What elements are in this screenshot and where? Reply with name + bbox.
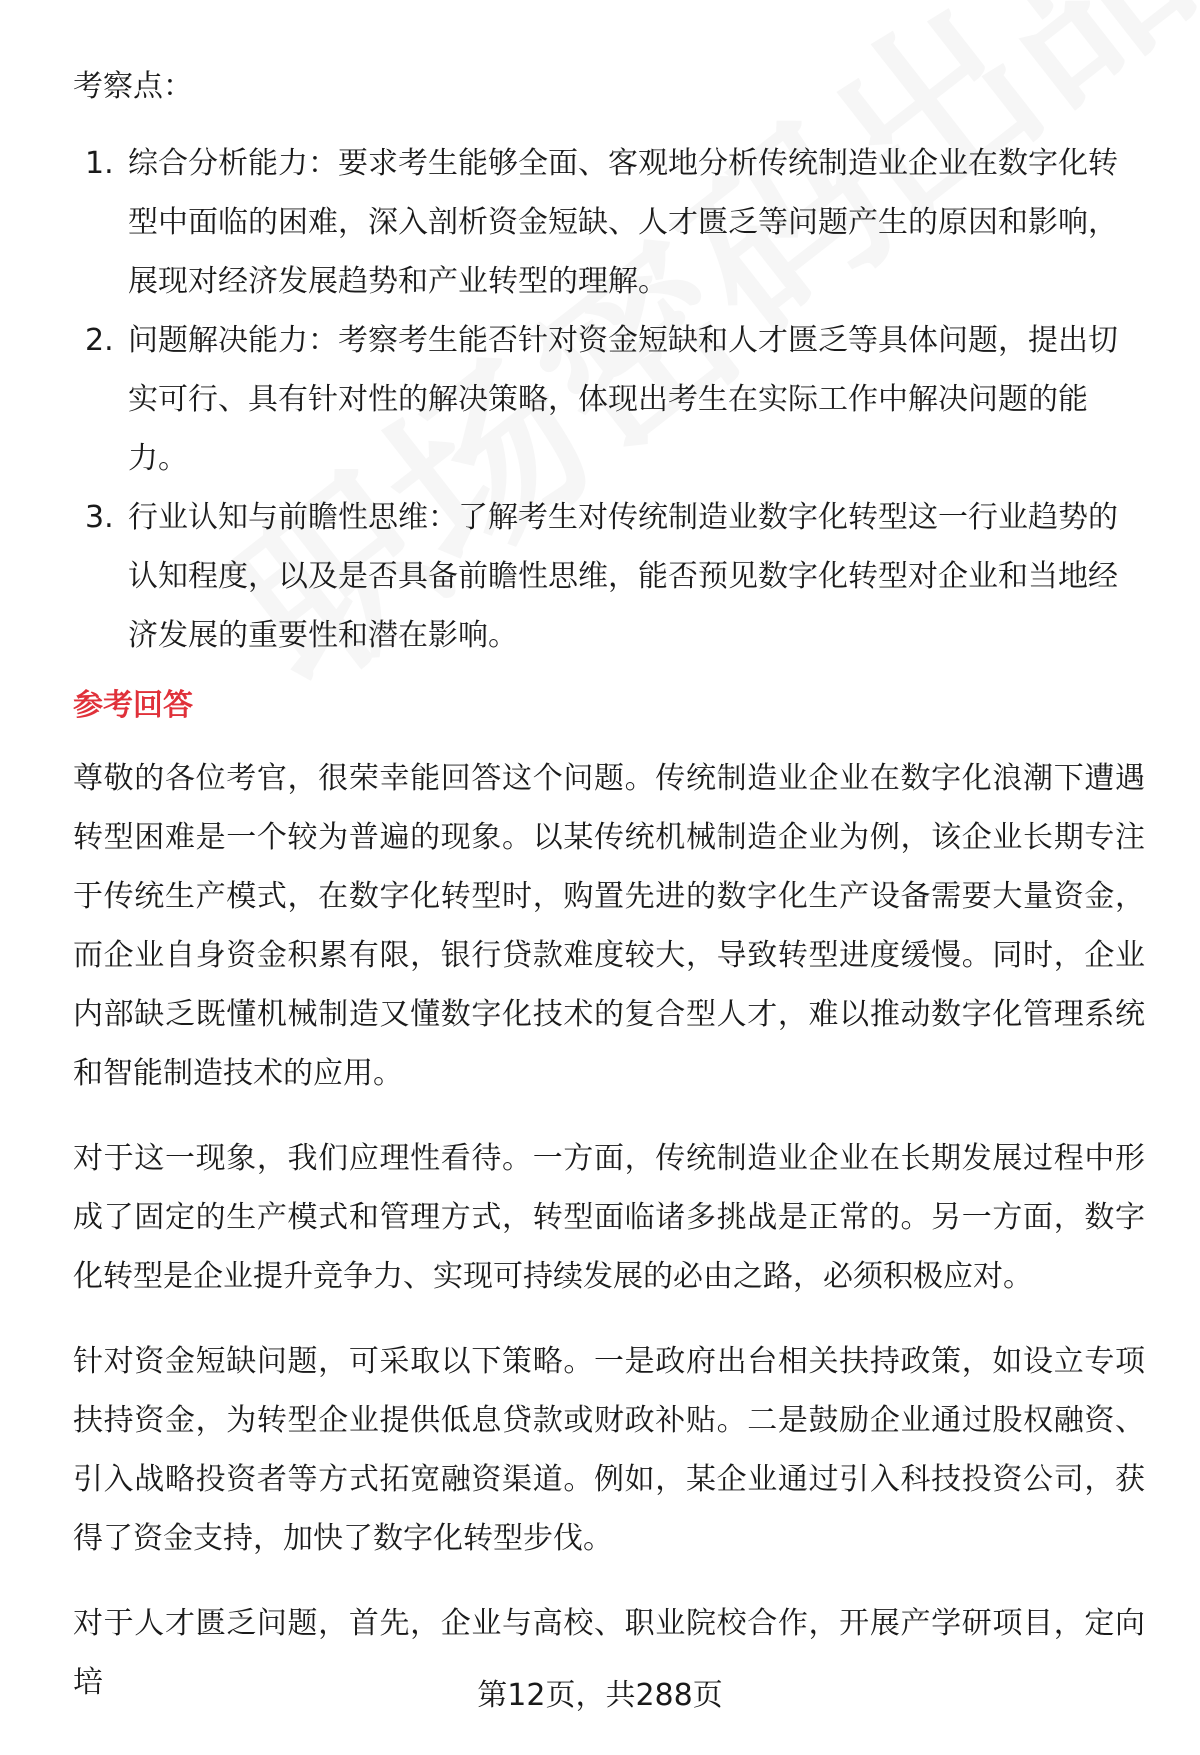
list-item-text: 行业认知与前瞻性思维：了解考生对传统制造业数字化转型这一行业趋势的认知程度，以及是否具备前瞻性思维，能否预见数字化转型对企业和当地经济发展的重要性和潜在影响。 [128, 500, 1118, 653]
paragraph: 对于这一现象，我们应理性看待。一方面，传统制造业企业在长期发展过程中形成了固定的生产模式和管理方式，转型面临诸多挑战是正常的。另一方面，数字化转型是企业提升竞争力、实现可持续发展的必由之路，必须积极应对。 [73, 1141, 1145, 1294]
list-number: 3. [85, 500, 114, 535]
list-item [73, 311, 1145, 488]
document-page [73, 62, 1145, 1738]
answer-heading: 参考回答 [73, 688, 193, 723]
paragraph: 对于人才匮乏问题，首先，企业与高校、职业院校合作，开展产学研项目，定向培 [73, 1606, 1145, 1700]
list-item [73, 134, 1145, 311]
exam-points-label: 考察点： [73, 69, 193, 104]
list-number: 2. [85, 323, 114, 358]
list-number: 1. [85, 146, 114, 181]
exam-points-list [73, 134, 1145, 665]
paragraph: 尊敬的各位考官，很荣幸能回答这个问题。传统制造业企业在数字化浪潮下遭遇转型困难是一个较为普遍的现象。以某传统机械制造企业为例，该企业长期专注于传统生产模式，在数字化转型时，购置先进的数字化生产设备需要大量资金，而企业自身资金积累有限，银行贷款难度较大，导致转型进度缓慢。同时，企业内部缺乏既懂机械制造又懂数字化技术的复合型人才，难以推动数字化管理系统和智能制造技术的应用。 [73, 761, 1145, 1091]
page-number-footer: 第12页，共288页 [477, 1678, 723, 1713]
list-item [73, 488, 1145, 665]
list-item-text: 问题解决能力：考察考生能否针对资金短缺和人才匮乏等具体问题，提出切实可行、具有针对性的解决策略，体现出考生在实际工作中解决问题的能力。 [128, 323, 1118, 476]
list-item-text: 综合分析能力：要求考生能够全面、客观地分析传统制造业企业在数字化转型中面临的困难，深入剖析资金短缺、人才匮乏等问题产生的原因和影响，展现对经济发展趋势和产业转型的理解。 [128, 146, 1118, 299]
paragraph: 针对资金短缺问题，可采取以下策略。一是政府出台相关扶持政策，如设立专项扶持资金，为转型企业提供低息贷款或财政补贴。二是鼓励企业通过股权融资、引入战略投资者等方式拓宽融资渠道。例如，某企业通过引入科技投资公司，获得了资金支持，加快了数字化转型步伐。 [73, 1344, 1145, 1556]
